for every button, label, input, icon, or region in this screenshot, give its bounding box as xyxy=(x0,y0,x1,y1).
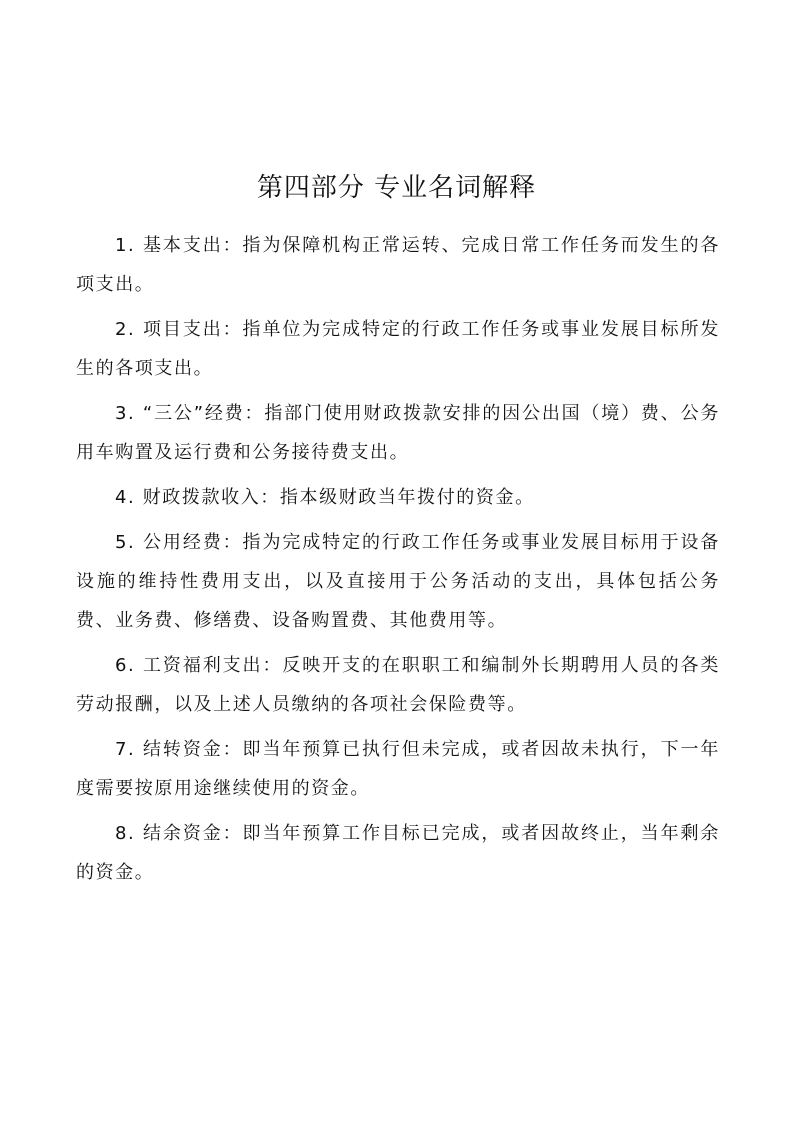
term-label: 5. 公用经费： xyxy=(115,532,243,553)
term-label: 6. 工资福利支出： xyxy=(115,655,283,676)
definition-item-surplus-funds xyxy=(76,814,720,892)
term-definition: 指单位为完成特定的行政工作任务或事业发展目标所发生的各项支出。 xyxy=(76,319,720,379)
term-definition: 指为保障机构正常运转、完成日常工作任务而发生的各项支出。 xyxy=(76,235,720,295)
definition-item-basic-expenditure xyxy=(76,226,720,304)
term-label: 3. “三公”经费： xyxy=(115,403,265,424)
definition-item-public-funds xyxy=(76,523,720,640)
term-label: 4. 财政拨款收入： xyxy=(115,487,280,508)
term-definition: 指为完成特定的行政工作任务或事业发展目标用于设备设施的维持性费用支出，以及直接用于公务活动的支出，具体包括公务费、业务费、修缮费、设备购置费、其他费用等。 xyxy=(76,532,720,631)
term-definition: 指部门使用财政拨款安排的因公出国（境）费、公务用车购置及运行费和公务接待费支出。 xyxy=(76,403,720,463)
definition-item-carryover-funds xyxy=(76,730,720,808)
definition-item-wage-welfare-expenditure xyxy=(76,646,720,724)
term-definition: 反映开支的在职职工和编制外长期聘用人员的各类劳动报酬，以及上述人员缴纳的各项社会保险费等。 xyxy=(76,655,720,715)
term-label: 1. 基本支出： xyxy=(115,235,243,256)
term-label: 2. 项目支出： xyxy=(115,319,243,340)
definition-item-fiscal-appropriation-income xyxy=(76,478,720,517)
definition-item-three-public-expenses xyxy=(76,394,720,472)
page-title: 第四部分 专业名词解释 xyxy=(256,173,537,203)
term-definition: 即当年预算工作目标已完成，或者因故终止，当年剩余的资金。 xyxy=(76,823,720,883)
definition-list xyxy=(76,226,720,898)
term-label: 8. 结余资金： xyxy=(115,823,243,844)
definition-item-project-expenditure xyxy=(76,310,720,388)
term-definition: 指本级财政当年拨付的资金。 xyxy=(279,487,535,508)
term-label: 7. 结转资金： xyxy=(115,739,243,760)
term-definition: 即当年预算已执行但未完成，或者因故未执行，下一年度需要按原用途继续使用的资金。 xyxy=(76,739,720,799)
